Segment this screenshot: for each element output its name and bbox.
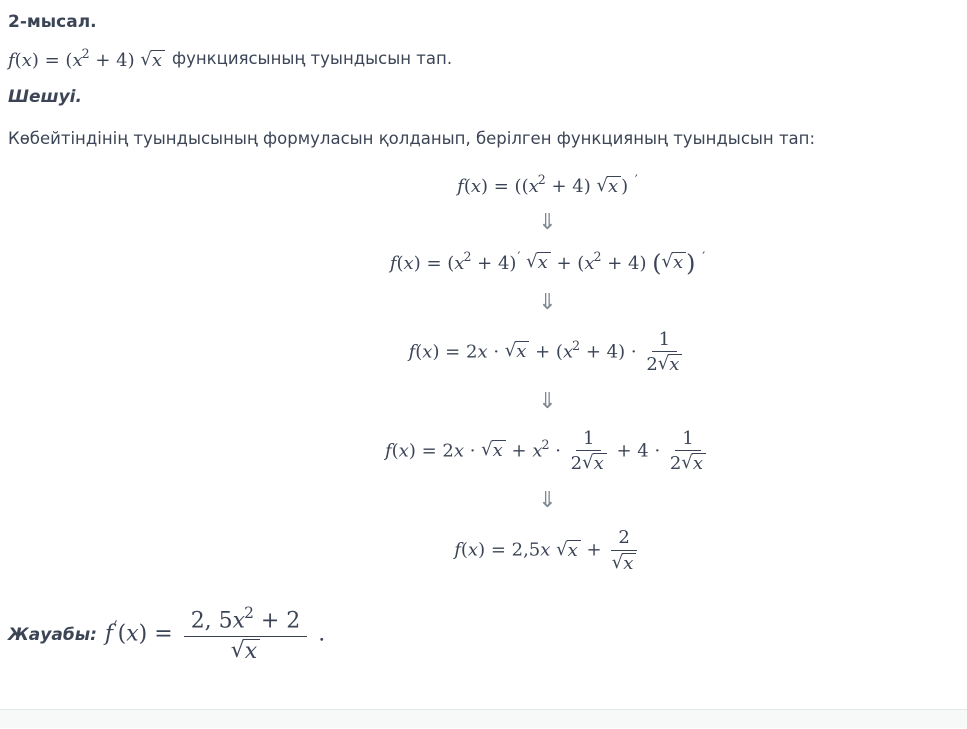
down-double-arrow-icon: ⇓ <box>538 289 557 315</box>
math-variable: x <box>607 175 619 197</box>
math-variable: x <box>72 50 83 72</box>
sqrt-expression <box>481 440 506 461</box>
math-exponent: 2 <box>244 604 254 623</box>
radicand <box>244 639 260 664</box>
math-variable: x <box>477 341 488 363</box>
fraction <box>184 604 308 665</box>
numerator <box>576 428 601 452</box>
numerator <box>611 527 636 551</box>
math-text: + 4) <box>89 50 141 72</box>
math-text: 2 <box>618 527 630 549</box>
math-paren: ) <box>686 248 696 277</box>
sqrt-expression <box>526 252 551 273</box>
example-title: 2-мысал. <box>8 12 97 32</box>
math-text: ( <box>117 621 127 647</box>
math-text: + 2 <box>253 608 301 634</box>
math-text: . <box>311 621 326 647</box>
math-variable: x <box>567 539 578 561</box>
math-variable: x <box>516 341 527 363</box>
radical-sign-icon: √ <box>556 538 568 560</box>
math-variable: x <box>528 175 539 197</box>
math-text: 2, 5 <box>190 608 233 634</box>
math-text: ( <box>14 50 22 72</box>
numerator <box>184 604 308 637</box>
math-text: ( <box>463 175 471 197</box>
math-variable: x <box>232 608 246 634</box>
radical-sign-icon: √ <box>230 638 245 664</box>
math-variable: f <box>389 252 397 274</box>
math-variable: x <box>669 354 680 376</box>
sqrt-expression <box>658 354 683 376</box>
math-text: ) = 2,5 <box>478 539 541 561</box>
radical-sign-icon: √ <box>481 439 493 461</box>
math-variable: x <box>454 252 465 274</box>
math-variable: x <box>126 621 139 647</box>
radicand <box>567 540 581 561</box>
math-exponent: 2 <box>593 248 602 264</box>
radicand <box>607 176 621 197</box>
radicand <box>515 341 529 362</box>
math-exponent: 2 <box>463 248 472 264</box>
equation-step-4 <box>385 428 710 475</box>
math-text: ( <box>415 341 423 363</box>
answer-label: Жауабы: <box>8 624 97 645</box>
denominator <box>231 637 260 665</box>
math-variable: x <box>492 440 503 462</box>
fraction <box>611 527 636 574</box>
math-text: ) = 2 <box>408 440 454 462</box>
sqrt-expression <box>681 453 706 475</box>
math-variable: x <box>470 175 481 197</box>
radical-sign-icon: √ <box>596 174 608 196</box>
math-variable: x <box>453 440 464 462</box>
answer-line <box>8 604 957 665</box>
equation-step-5 <box>454 527 641 574</box>
math-variable: f <box>8 50 15 72</box>
math-text: 1 <box>582 427 595 449</box>
math-text: + ( <box>550 252 585 274</box>
math-text: ) = (( <box>481 175 529 197</box>
denominator <box>670 451 706 475</box>
math-variable: f <box>384 440 392 462</box>
down-double-arrow-icon: ⇓ <box>538 388 557 414</box>
math-text: · <box>463 440 482 462</box>
radical-sign-icon: √ <box>681 452 693 474</box>
radical-sign-icon: √ <box>526 251 538 273</box>
intro-text: Көбейтіндінің туындысының формуласын қолданып, берілген функцияның туындысын тап: <box>8 129 816 149</box>
radical-sign-icon: √ <box>657 353 670 375</box>
math-variable: f <box>454 539 461 561</box>
math-text: + 4 · <box>610 440 666 462</box>
math-variable: x <box>584 252 595 274</box>
answer-formula <box>105 604 325 665</box>
math-prime: ′ <box>114 617 118 637</box>
math-text: + 4) · <box>580 341 643 363</box>
math-variable: x <box>673 252 684 274</box>
radicand <box>593 453 607 474</box>
radicand <box>668 354 682 375</box>
sqrt-expression <box>662 252 687 273</box>
math-variable: x <box>623 552 634 574</box>
math-exponent: 2 <box>537 171 546 187</box>
problem-text: функциясының туындысын тап. <box>171 49 453 69</box>
math-variable: x <box>540 539 551 561</box>
sqrt-expression <box>597 176 622 197</box>
numerator <box>675 428 700 452</box>
down-double-arrow-icon: ⇓ <box>538 209 557 235</box>
math-exponent: 2 <box>541 436 550 452</box>
math-paren: ( <box>652 248 662 277</box>
math-text: ( <box>391 440 399 462</box>
radicand <box>692 453 706 474</box>
radicand <box>672 252 686 273</box>
radical-sign-icon: √ <box>661 251 674 273</box>
math-prime: ′ <box>702 250 706 266</box>
math-text: + <box>580 539 608 561</box>
math-text: 2 <box>570 453 583 475</box>
math-text: + <box>505 440 533 462</box>
equation-step-1 <box>457 172 638 197</box>
math-text: · <box>549 440 567 462</box>
math-exponent: 2 <box>81 46 90 62</box>
math-text: ) = ( <box>413 252 455 274</box>
denominator <box>612 551 637 575</box>
sqrt-expression <box>582 453 607 475</box>
page-background-strip <box>0 710 967 728</box>
math-text: ) <box>621 175 634 197</box>
radical-sign-icon: √ <box>582 452 594 474</box>
math-text: ( <box>460 539 468 561</box>
fraction <box>646 329 682 376</box>
down-double-arrow-icon: ⇓ <box>538 488 557 514</box>
math-text: 2 <box>669 453 682 475</box>
math-text: ) = ( <box>31 50 73 72</box>
math-text: + 4) <box>471 252 517 274</box>
math-text: 1 <box>658 328 671 350</box>
sqrt-expression <box>505 341 530 362</box>
math-variable: x <box>537 252 548 274</box>
math-variable: x <box>151 50 162 72</box>
math-text: + 4) <box>545 175 597 197</box>
math-variable: x <box>467 539 479 561</box>
math-exponent: 2 <box>572 337 581 353</box>
sqrt-expression <box>231 639 260 665</box>
math-variable: f <box>408 341 416 363</box>
radicand <box>537 252 551 273</box>
equation-step-2 <box>390 249 705 277</box>
radicand <box>151 50 165 71</box>
math-variable: x <box>403 252 414 274</box>
math-text: 2 <box>646 354 658 376</box>
denominator <box>646 352 682 376</box>
sqrt-expression <box>140 50 165 71</box>
sqrt-expression <box>612 553 637 575</box>
math-variable: x <box>244 639 258 665</box>
math-variable: x <box>21 50 32 72</box>
solution-label: Шешуі. <box>8 87 82 108</box>
radicand <box>492 440 506 461</box>
problem-formula <box>8 46 165 71</box>
math-prime: ′ <box>517 250 521 266</box>
radical-sign-icon: √ <box>611 551 624 573</box>
math-variable: x <box>398 440 409 462</box>
math-variable: f <box>104 621 114 647</box>
fraction <box>670 428 706 475</box>
denominator <box>571 451 607 475</box>
sqrt-expression <box>556 540 581 561</box>
math-text: ( <box>396 252 404 274</box>
math-variable: x <box>692 453 704 475</box>
math-text: + 4) <box>601 252 653 274</box>
radicand <box>622 553 636 574</box>
math-text: + ( <box>529 341 563 363</box>
math-text: ) = <box>138 621 180 647</box>
math-variable: x <box>562 341 574 363</box>
radical-sign-icon: √ <box>140 49 152 71</box>
equation-step-3 <box>409 329 687 376</box>
problem-statement <box>8 46 957 71</box>
math-variable: x <box>593 453 604 475</box>
math-text <box>695 252 701 273</box>
math-variable: x <box>422 341 433 363</box>
fraction <box>571 428 607 475</box>
math-text: ) = 2 <box>432 341 478 363</box>
math-prime: ′ <box>634 173 638 189</box>
radical-sign-icon: √ <box>504 340 517 362</box>
solution-steps <box>8 164 957 583</box>
numerator <box>652 329 677 353</box>
math-text: · <box>487 341 505 363</box>
math-text: 1 <box>682 427 694 449</box>
math-variable: x <box>532 440 543 462</box>
math-variable: f <box>457 175 464 197</box>
